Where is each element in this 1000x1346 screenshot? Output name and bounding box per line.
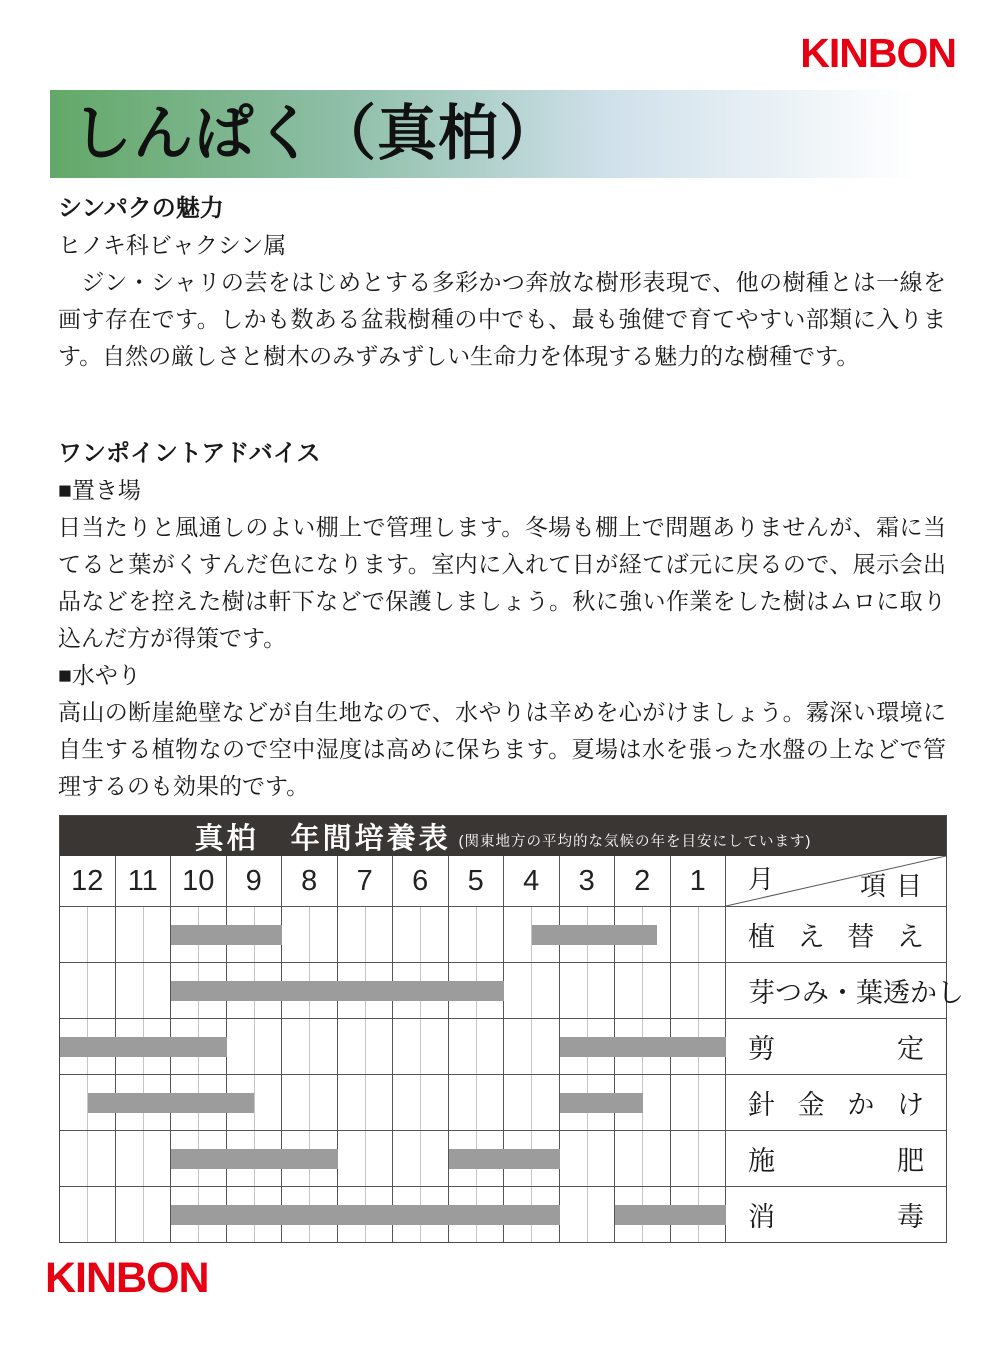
grid-cell (560, 963, 616, 1018)
calendar-subtitle: (関東地方の平均的な気候の年を目安にしています) (458, 833, 812, 850)
calendar-row-track (60, 963, 726, 1018)
calendar-header (60, 816, 946, 856)
grid-cell (671, 1075, 727, 1130)
watering-subheading: ■水やり (58, 662, 141, 688)
grid-cell (116, 1131, 172, 1186)
calendar-rows (60, 907, 964, 1242)
calendar-row (60, 1131, 946, 1187)
advice-heading: ワンポイントアドバイス (58, 440, 321, 467)
calendar-title: 真柏 年間培養表 (194, 822, 451, 855)
grid-cell (449, 907, 505, 962)
grid-cell (504, 1075, 560, 1130)
month-cell: 4 (504, 856, 560, 906)
calendar-row-track (60, 1019, 726, 1074)
month-cell: 12 (60, 856, 116, 906)
grid-cell (116, 1187, 172, 1242)
appeal-heading: シンパクの魅力 (58, 195, 224, 222)
corner-item-label: 項目 (859, 871, 932, 901)
kinbon-logo-bottom: KINBON (45, 1254, 209, 1302)
grid-cell (615, 963, 671, 1018)
grid-cell (282, 907, 338, 962)
calendar-row-track (60, 1131, 726, 1186)
grid-cell (60, 1187, 116, 1242)
calendar-row-track (60, 1075, 726, 1130)
grid-cell (504, 1019, 560, 1074)
row-label: 剪 定 (748, 1034, 924, 1064)
activity-bar (560, 1093, 643, 1113)
section-advice (58, 435, 946, 805)
calendar-row (60, 907, 946, 963)
grid-cell (338, 1131, 394, 1186)
grid-cell (393, 1131, 449, 1186)
calendar-row (60, 1187, 946, 1242)
grid-cell (615, 1131, 671, 1186)
placement-paragraph: 日当たりと風通しのよい棚上で管理します。冬場も棚上で問題ありませんが、霜に当てると葉がくすんだ色になります。室内に入れて日が経てば元に戻るので、展示会出品などを控えた樹は軒下などで保護しましょう。秋に強い作業をした樹はムロに取り込んだ方が得策です。 (58, 514, 946, 651)
grid-cell (560, 1131, 616, 1186)
grid-cell (60, 963, 116, 1018)
grid-cell (282, 1075, 338, 1130)
grid-cell (60, 1131, 116, 1186)
month-cell: 10 (171, 856, 227, 906)
grid-cell (338, 1075, 394, 1130)
grid-cell (671, 907, 727, 962)
grid-cell (393, 907, 449, 962)
title-banner (50, 90, 950, 178)
grid-cell (393, 1019, 449, 1074)
month-cells (60, 856, 726, 906)
activity-bar (560, 1037, 727, 1057)
grid-cell (116, 907, 172, 962)
month-cell: 5 (449, 856, 505, 906)
calendar-row-track (60, 1187, 726, 1242)
calendar-row-track (60, 907, 726, 962)
taxonomy-line: ヒノキ科ビャクシン属 (58, 232, 287, 258)
month-cell: 1 (671, 856, 727, 906)
row-label: 消 毒 (748, 1202, 924, 1232)
grid-cell (671, 963, 727, 1018)
watering-paragraph: 高山の断崖絶壁などが自生地なので、水やりは辛めを心がけましょう。霧深い環境に自生する植物なので空中湿度は高めに保ちます。夏場は水を張った水盤の上などで管理するのも効果的です。 (58, 699, 946, 799)
corner-month-label: 月 (748, 864, 775, 894)
activity-bar (449, 1149, 560, 1169)
calendar-row (60, 963, 964, 1019)
grid-cell (671, 1131, 727, 1186)
grid-cell (449, 1075, 505, 1130)
activity-bar (532, 925, 657, 945)
calendar-month-row (60, 856, 946, 907)
activity-bar (60, 1037, 227, 1057)
section-appeal (58, 190, 946, 375)
care-calendar-table (59, 815, 964, 1243)
grid-cell (504, 963, 560, 1018)
grid-cell (338, 907, 394, 962)
activity-bar (88, 1093, 255, 1113)
grid-cell (560, 1187, 616, 1242)
placement-subheading: ■置き場 (58, 477, 141, 503)
row-label: 芽 つ み ・ 葉 透 か し (748, 978, 964, 1008)
page-title: しんぱく（真柏） (72, 101, 560, 167)
activity-bar (171, 925, 282, 945)
month-cell: 7 (338, 856, 394, 906)
kinbon-logo-top: KINBON (800, 30, 956, 76)
activity-bar (171, 1149, 338, 1169)
grid-cell (60, 907, 116, 962)
month-cell: 2 (615, 856, 671, 906)
grid-cell (227, 1019, 283, 1074)
row-label: 施 肥 (748, 1146, 924, 1176)
activity-bar (615, 1205, 726, 1225)
activity-bar (171, 1205, 560, 1225)
grid-cell (116, 963, 172, 1018)
grid-cell (393, 1075, 449, 1130)
calendar-row (60, 1075, 946, 1131)
appeal-paragraph: ジン・シャリの芸をはじめとする多彩かつ奔放な樹形表現で、他の樹種とは一線を画す存在です。しかも数ある盆栽樹種の中でも、最も強健で育てやすい部類に入ります。自然の厳しさと樹木のみずみずしい生命力を体現する魅力的な樹種です。 (58, 269, 946, 369)
month-cell: 11 (116, 856, 172, 906)
row-label: 植 え 替 え (748, 922, 924, 952)
month-cell: 3 (560, 856, 616, 906)
row-label: 針 金 か け (748, 1090, 924, 1120)
grid-cell (449, 1019, 505, 1074)
corner-cell (726, 856, 946, 906)
calendar-row (60, 1019, 946, 1075)
month-cell: 6 (393, 856, 449, 906)
month-cell: 9 (227, 856, 283, 906)
activity-bar (171, 981, 504, 1001)
grid-cell (338, 1019, 394, 1074)
grid-cell (282, 1019, 338, 1074)
month-cell: 8 (282, 856, 338, 906)
